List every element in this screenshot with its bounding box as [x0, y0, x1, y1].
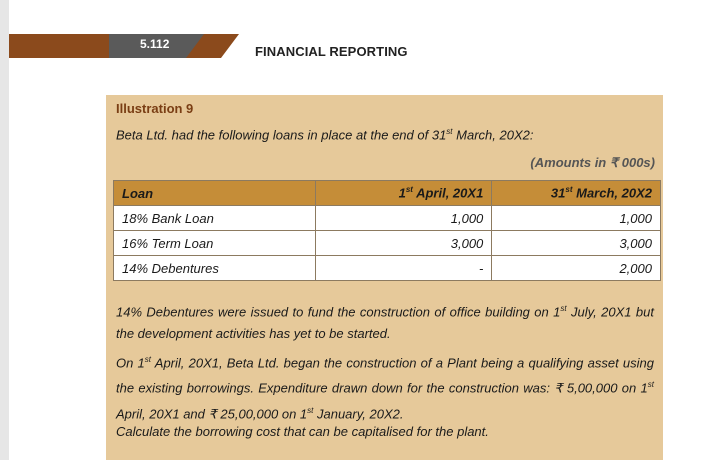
page-left-edge	[0, 0, 9, 460]
header-cell-loan: Loan	[114, 181, 316, 206]
amounts-note: (Amounts in ₹ 000s)	[530, 155, 655, 170]
illustration-title: Illustration 9	[116, 101, 194, 116]
header-cell-opening: 1st April, 20X1	[315, 181, 492, 206]
table-row	[114, 206, 661, 231]
opening-cell: 1,000	[315, 206, 492, 231]
section-title: FINANCIAL REPORTING	[255, 44, 408, 59]
page-number: 5.112	[140, 37, 170, 51]
closing-cell: 2,000	[492, 256, 661, 281]
closing-cell: 3,000	[492, 231, 661, 256]
opening-cell: -	[315, 256, 492, 281]
debentures-paragraph: 14% Debentures were issued to fund the construction of office building on 1st July, 20X1 but the development activities has yet to be started.	[116, 304, 654, 342]
table-row	[114, 231, 661, 256]
loans-table	[113, 180, 661, 281]
plant-construction-paragraph: On 1st April, 20X1, Beta Ltd. began the construction of a Plant being a qualifying asset using the existing borrowings. Expenditure drawn down for the construction was: ₹ 5,00,000 on 1st April, 20X1 and ₹ 25,00,000 on 1st January, 20X2.	[116, 355, 654, 421]
header-cell-closing: 31st March, 20X2	[492, 181, 661, 206]
table-header-row	[114, 181, 661, 206]
question-paragraph: Calculate the borrowing cost that can be capitalised for the plant.	[116, 424, 489, 439]
illustration-intro: Beta Ltd. had the following loans in place at the end of 31st March, 20X2:	[116, 127, 534, 143]
loan-name-cell: 14% Debentures	[114, 256, 316, 281]
opening-cell: 3,000	[315, 231, 492, 256]
table-row	[114, 256, 661, 281]
loan-name-cell: 16% Term Loan	[114, 231, 316, 256]
header-band	[9, 34, 239, 58]
closing-cell: 1,000	[492, 206, 661, 231]
loan-name-cell: 18% Bank Loan	[114, 206, 316, 231]
